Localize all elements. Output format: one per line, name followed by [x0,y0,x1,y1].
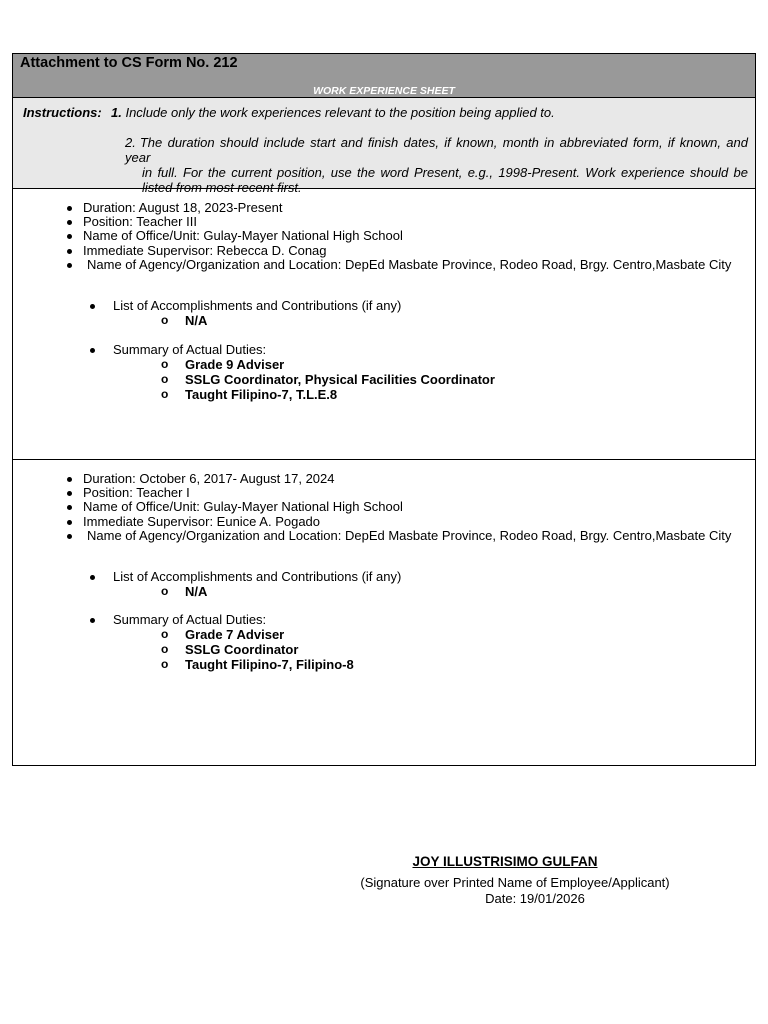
accomplishments-section [89,570,401,599]
accomplishment-item: o N/A [89,313,401,328]
duty-item: o Taught Filipino-7, Filipino-8 [89,657,354,672]
accomplishments-label: List of Accomplishments and Contributions (if any) [89,299,401,313]
duties-list [89,357,495,402]
accomplishments-label: List of Accomplishments and Contributions (if any) [89,570,401,584]
duties-section [89,613,354,672]
position-item: Position: Teacher III [65,215,731,229]
duties-list [89,627,354,672]
accomplishment-item: o N/A [89,584,401,599]
supervisor-item: Immediate Supervisor: Rebecca D. Conag [65,244,731,258]
duty-item: o Grade 9 Adviser [89,357,495,372]
accomplishments-list [89,313,401,328]
instruction-number: 2. [125,135,136,150]
duties-section [89,343,495,402]
agency-item: Name of Agency/Organization and Location: DepEd Masbate Province, Rodeo Road, Brgy. Centro,Masbate City [65,258,731,272]
work-experience-sheet [12,53,756,766]
instructions-box [12,98,756,195]
instruction-item-1 [111,105,555,120]
experience-entry [12,460,756,766]
entry-details-list [65,472,731,543]
duties-label: Summary of Actual Duties: [89,343,495,357]
form-title: Attachment to CS Form No. 212 [20,55,238,71]
experience-entry [12,189,756,460]
duty-item: o SSLG Coordinator [89,642,354,657]
duties-label: Summary of Actual Duties: [89,613,354,627]
instruction-number: 1. [111,105,122,120]
instruction-item-2 [125,135,748,195]
sheet-header [12,53,756,98]
supervisor-item: Immediate Supervisor: Eunice A. Pogado [65,515,731,529]
duration-item: Duration: August 18, 2023-Present [65,201,731,215]
office-item: Name of Office/Unit: Gulay-Mayer National High School [65,229,731,243]
signature-date: Date: 19/01/2026 [485,891,585,906]
instruction-text: The duration should include start and finish dates, if known, month in abbreviated form, if known, and year [125,135,748,165]
signatory-name: JOY ILLUSTRISIMO GULFAN [412,854,598,869]
instructions-label: Instructions: [23,105,102,120]
duty-item: o Taught Filipino-7, T.L.E.8 [89,387,495,402]
entry-details-list [65,201,731,272]
accomplishments-list [89,584,401,599]
instruction-text: Include only the work experiences relevant to the position being applied to. [125,105,555,120]
duty-item: o SSLG Coordinator, Physical Facilities Coordinator [89,372,495,387]
office-item: Name of Office/Unit: Gulay-Mayer National High School [65,500,731,514]
signature-caption: (Signature over Printed Name of Employee/Applicant) [360,875,670,890]
accomplishments-section [89,299,401,328]
sheet-title: WORK EXPERIENCE SHEET [313,85,455,97]
instruction-text-continued: in full. For the current position, use the word Present, e.g., 1998-Present. Work experience should be listed from most recent first. [142,165,748,195]
agency-item: Name of Agency/Organization and Location: DepEd Masbate Province, Rodeo Road, Brgy. Centro,Masbate City [65,529,731,543]
duty-item: o Grade 7 Adviser [89,627,354,642]
duration-item: Duration: October 6, 2017- August 17, 2024 [65,472,731,486]
position-item: Position: Teacher I [65,486,731,500]
